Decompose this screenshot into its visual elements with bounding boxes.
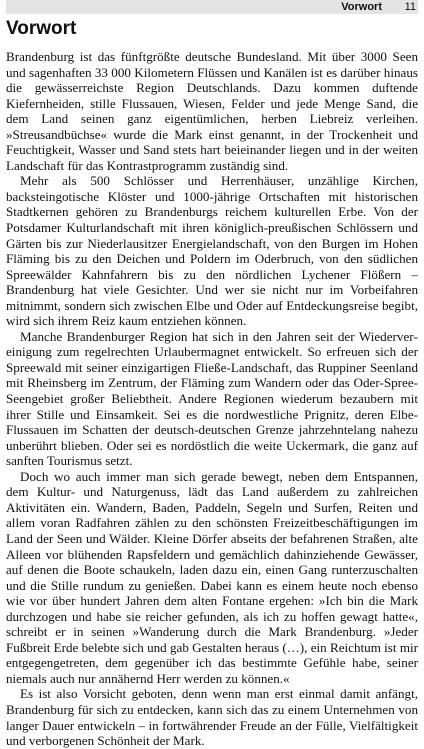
paragraph-3: Manche Brandenburger Region hat sich in den Jahren seit der Wiedervereinigung zum regelrechten Urlaubermagnet entwickelt. So erfreuen sich der Spreewald mit seiner einzigartigen Fließe-Landschaft, das Ruppiner Seenland mit Rheinsberg im Zentrum, der Fläming zum Wandern oder das Oder-Spree-Seengebiet großer Beliebtheit. Andere Regionen wiederum bezaubern mit ihrer Stille und Einsamkeit. Sei es die nordwestliche Prignitz, deren Elbe-Flussauen im Schatten der deutsch-deutschen Grenze jahrzehntelang nahezu unberührt blieben. Oder sei es nordöstlich die weite Uckermark, die ganz auf sanften Tourismus setzt.	[6, 328, 418, 469]
paragraph-5: Es ist also Vorsicht geboten, denn wenn man erst einmal damit anfängt, Brandenburg für sich zu entdecken, kann sich das zu einem Unternehmen von langer Dauer entwickeln – in fortwährender Freude an der Fülle, Vielfältigkeit und verborgenen Schönheit der Mark.	[6, 686, 418, 749]
body-text	[6, 49, 418, 749]
page-number: 11	[404, 1, 416, 13]
book-page	[6, 0, 418, 749]
paragraph-2: Mehr als 500 Schlösser und Herrenhäuser, unzählige Kirchen, backsteingotische Klöster und 1000-jährige Ortschaften mit historischen Stadtkernen gehören zu Brandenburgs reichem kulturellen Erbe. Von der Potsdamer Kulturlandschaft mit ihren königlich-preußischen Schlössern und Gärten bis zur Niederlausitzer Energielandschaft, von den Burgen im Hohen Fläming bis zu den Deichen und Poldern im Oderbruch, von den südlichen Spreewälder Kahnfahrern bis zu den nördlichen Lychener Flößern – Brandenburg hat viele Gesichter. Und wer sie nicht nur im Vorbeifahren mitnimmt, sondern sich zwischen Elbe und Oder auf Entdeckungsreise begibt, wird sich ihrem Reiz kaum entziehen können.	[6, 173, 418, 329]
running-header	[6, 0, 418, 14]
paragraph-4: Doch wo auch immer man sich gerade bewegt, neben dem Entspannen, dem Kultur- und Naturgenuss, lädt das Land außerdem zu zahlreichen Aktivitäten ein. Wandern, Baden, Paddeln, Segeln und Surfen, Reiten und allem voran Radfahren zählen zu den schönsten Freizeitbeschäftigungen im Land der Seen und Wälder. Kleine Dörfer abseits der befahrenen Straßen, alte Alleen vor blühenden Rapsfeldern und gemächlich dahinziehende Gewässer, auf denen die Boote schaukeln, laden dazu ein, einen Gang runterzuschalten und die Stille rundum zu genießen. Dabei kann es einem heute noch ebenso wie vor über hundert Jahren dem alten Fontane ergehen: »Ich bin die Mark durchzogen und habe sie reicher gefunden, als ich zu hoffen gewagt hatte«, schreibt er in seinen »Wanderung durch die Mark Brandenburg. »Jeder Fußbreit Erde belebte sich und gab Gestalten heraus (…), ein Reichtum ist mir entgegengetreten, dem gegenüber ich das bestimmte Gefühle habe, seiner niemals auch nur annähernd Herr werden zu können.«	[6, 468, 418, 686]
paragraph-1: Brandenburg ist das fünftgrößte deutsche Bundesland. Mit über 3000 Seen und sagenhaften 33 000 Kilometern Flüssen und Kanälen ist es darüber hinaus die gewässerreichste Region Deutschlands. Dazu kommen duftende Kiefernheiden, stille Flussauen, Wiesen, Felder und jede Menge Sand, die dem Land seinen ganz eigentümlichen, herben Liebreiz verleihen. »Streusandbüchse« wurde die Mark einst genannt, in der Trockenheit und Feuchtigkeit, Wasser und Sand stets hart beieinander liegen und in der weiten Landschaft für das Kontrastprogramm zuständig sind.	[6, 49, 418, 173]
chapter-title: Vorwort	[6, 18, 77, 39]
running-header-section: Vorwort	[341, 1, 382, 13]
